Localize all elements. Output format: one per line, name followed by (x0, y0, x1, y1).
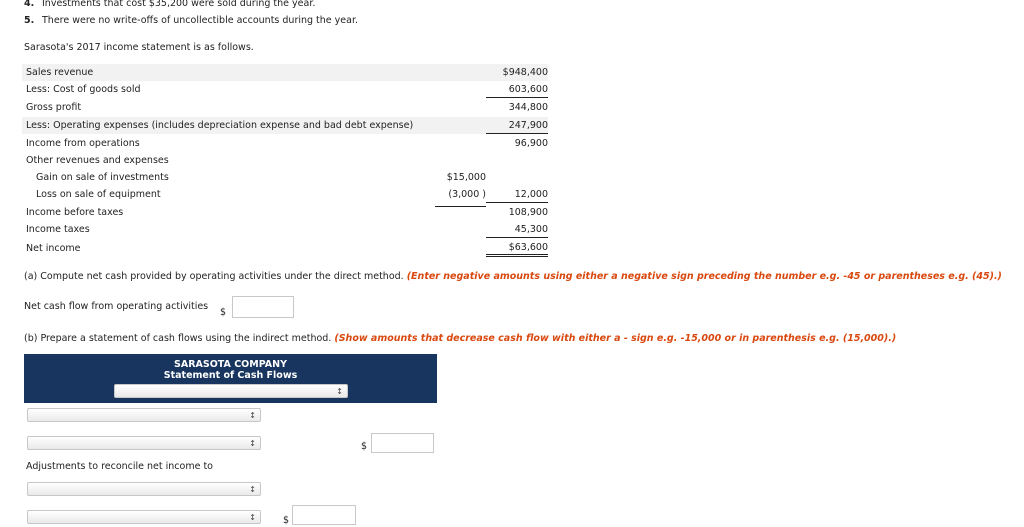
ops-income-label: Income from operations (26, 138, 140, 149)
gain-label: Gain on sale of investments (36, 172, 169, 183)
income-taxes-label: Income taxes (26, 224, 90, 235)
net-cash-label: Net cash flow from operating activities (24, 301, 209, 312)
item-4-number: 4. (24, 0, 35, 9)
item-5-number: 5. (24, 15, 35, 26)
income-statement-lead: Sarasota's 2017 income statement is as follows. (24, 42, 254, 53)
item-5-text: There were no write-offs of uncollectible accounts during the year. (42, 15, 359, 26)
part-a-instructions (24, 271, 1002, 282)
gross-profit-label: Gross profit (26, 102, 82, 113)
opex-value: 247,900 (486, 120, 548, 134)
part-b-prompt: (b) Prepare a statement of cash flows using the indirect method. (24, 333, 332, 344)
cogs-value: 603,600 (486, 84, 548, 98)
adjustment-select-1[interactable] (27, 482, 261, 496)
company-name: SARASOTA COMPANY (174, 359, 287, 370)
select-arrows-icon: ↕ (336, 387, 343, 396)
net-cash-input[interactable] (232, 296, 294, 318)
gain-value: $15,000 (446, 172, 486, 183)
income-taxes-value: 45,300 (486, 224, 548, 238)
statement-title: Statement of Cash Flows (163, 370, 298, 381)
part-b-hint: (Show amounts that decrease cash flow with either a - sign e.g. -15,000 or in parenthesis e.g. (15,000).) (334, 333, 897, 344)
net-income-value: $63,600 (486, 242, 548, 257)
other-total-value: 12,000 (486, 189, 548, 203)
adjustment-select-2[interactable] (27, 510, 261, 524)
ibt-value: 108,900 (508, 207, 548, 218)
period-select[interactable] (114, 384, 348, 398)
select-arrows-icon: ↕ (249, 439, 256, 448)
adjustments-label: Adjustments to reconcile net income to (26, 461, 213, 472)
ibt-label: Income before taxes (26, 207, 124, 218)
select-arrows-icon: ↕ (249, 411, 256, 420)
other-label: Other revenues and expenses (26, 155, 169, 166)
sales-value: $948,400 (502, 67, 548, 78)
net-income-input[interactable] (371, 433, 434, 453)
part-a-prompt: (a) Compute net cash provided by operating activities under the direct method. (24, 271, 404, 282)
loss-value: (3,000 ) (435, 189, 486, 207)
row-highlight (22, 64, 548, 81)
statement-header (24, 354, 437, 403)
gross-profit-value: 344,800 (508, 102, 548, 113)
opex-label: Less: Operating expenses (includes depreciation expense and bad debt expense) (26, 120, 414, 131)
item-4-text: Investments that cost $35,200 were sold during the year. (42, 0, 316, 9)
select-arrows-icon: ↕ (249, 513, 256, 522)
dollar-sign: $ (361, 441, 368, 452)
part-b-instructions (24, 333, 896, 344)
cogs-label: Less: Cost of goods sold (26, 84, 141, 95)
sales-label: Sales revenue (26, 67, 94, 78)
ops-income-value: 96,900 (514, 138, 548, 149)
line-item-select-2[interactable] (27, 436, 261, 450)
select-arrows-icon: ↕ (249, 485, 256, 494)
line-item-select-1[interactable] (27, 408, 261, 422)
adjustment-amount-input[interactable] (292, 505, 356, 525)
dollar-sign: $ (220, 307, 227, 318)
dollar-sign: $ (283, 515, 290, 526)
part-a-hint: (Enter negative amounts using either a negative sign preceding the number e.g. -45 or parentheses e.g. (45).) (406, 271, 1002, 282)
loss-label: Loss on sale of equipment (36, 189, 161, 200)
net-income-label: Net income (26, 243, 81, 254)
